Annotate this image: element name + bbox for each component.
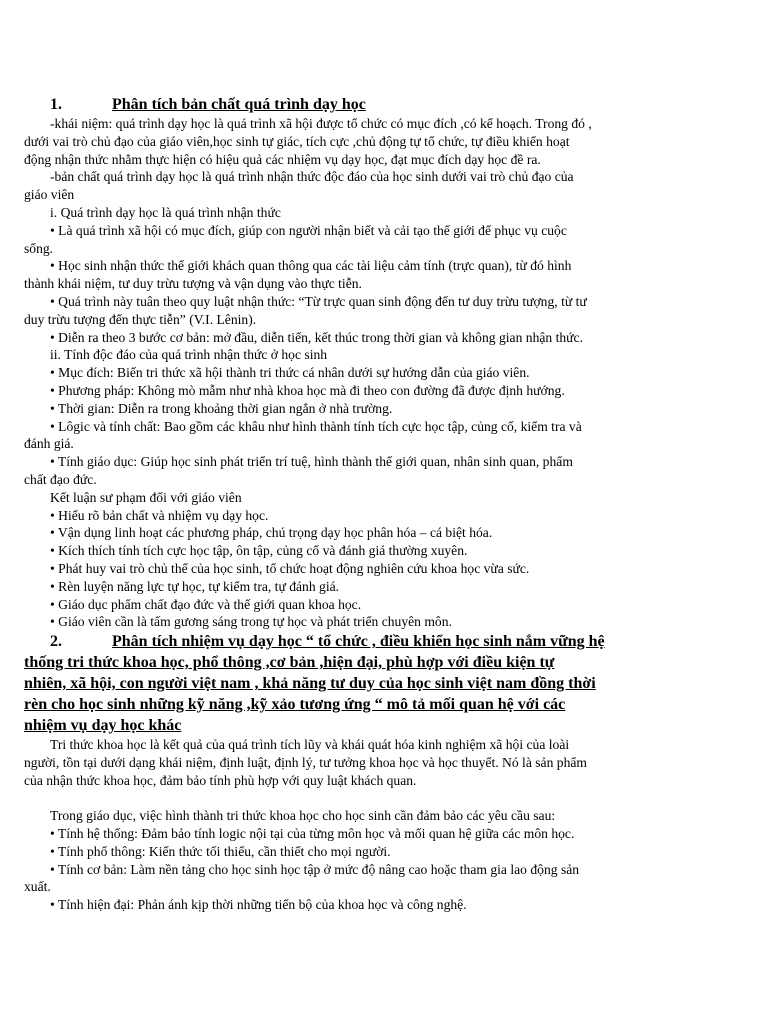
text-line: người, tồn tại dưới dạng khái niệm, định luật, định lý, tư tưởng khoa học và học thuyết. Nó là sản phẩm (24, 754, 587, 770)
text-line: • Tính phổ thông: Kiến thức tối thiểu, cần thiết cho mọi người. (50, 843, 391, 859)
text-line: của nhận thức khoa học, đảm bảo tính phù hợp với quy luật khách quan. (24, 772, 417, 788)
text-line: • Là quá trình xã hội có mục đích, giúp con người nhận biết và cải tạo thế giới để phục vụ cuộc (50, 222, 567, 238)
text-line: ii. Tính độc đáo của quá trình nhận thức ở học sinh (50, 347, 328, 363)
text-line: • Giáo dục phẩm chất đạo đức và thế giới quan khoa học. (50, 596, 362, 612)
section-2-title-line: rèn cho học sinh những kỹ năng ,kỹ xảo tương ứng “ mô tả mối quan hệ với các (24, 696, 566, 714)
text-line: i. Quá trình dạy học là quá trình nhận thức (50, 204, 281, 220)
text-line: động nhận thức nhằm thực hiện có hiệu quả các nhiệm vụ dạy học, đạt mục đích dạy học đề ra. (24, 151, 541, 167)
text-line: • Quá trình này tuân theo quy luật nhận thức: “Từ trực quan sinh động đến tư duy trừu tượng, từ tư (50, 293, 587, 309)
text-line: đánh giá. (24, 436, 74, 452)
text-line: • Phát huy vai trò chủ thể của học sinh, tổ chức hoạt động nghiên cứu khoa học vừa sức. (50, 560, 530, 576)
text-line: Tri thức khoa học là kết quả của quá trình tích lũy và khái quát hóa kinh nghiệm xã hội của loài (50, 737, 570, 753)
text-line: duy trừu tượng đến thực tiễn” (V.I. Lênin). (24, 311, 257, 327)
section-2-title-line: nhiên, xã hội, con người việt nam , khả năng tư duy của học sinh việt nam đồng thời (24, 675, 596, 693)
text-line: • Rèn luyện năng lực tự học, tự kiểm tra, tự đánh giá. (50, 578, 340, 594)
section-2-heading (24, 631, 678, 736)
section-1-heading (24, 95, 678, 115)
text-line: • Giáo viên cần là tấm gương sáng trong tự học và phát triển chuyên môn. (50, 614, 452, 630)
text-line: • Tính cơ bản: Làm nền tảng cho học sinh học tập ở mức độ nâng cao hoặc tham gia lao động sản (50, 861, 580, 877)
text-line: -khái niệm: quá trình dạy học là quá trình xã hội được tổ chức có mục đích ,có kế hoạch. Trong đó , (50, 116, 592, 131)
text-line: • Tính hiện đại: Phản ánh kịp thời những tiến bộ của khoa học và công nghệ. (50, 897, 467, 913)
text-line: Trong giáo dục, việc hình thành tri thức khoa học cho học sinh cần đảm bảo các yêu cầu sau: (50, 808, 556, 824)
section-2-paragraph-1 (24, 736, 678, 789)
section-2-paragraph-2 (24, 807, 678, 914)
section-1-body (24, 115, 678, 631)
section-1-number: 1. (50, 96, 62, 113)
text-line: xuất. (24, 879, 51, 895)
text-line: • Mục đích: Biến tri thức xã hội thành tri thức cá nhân dưới sự hướng dẫn của giáo viên. (50, 365, 530, 381)
text-line: • Vận dụng linh hoạt các phương pháp, chú trọng dạy học phân hóa – cá biệt hóa. (50, 525, 493, 541)
section-1-title: Phân tích bản chất quá trình dạy học (112, 96, 366, 113)
text-line: • Tính giáo dục: Giúp học sinh phát triển trí tuệ, hình thành thế giới quan, nhân sinh quan, phẩm (50, 454, 573, 470)
text-line: • Phương pháp: Không mò mẫm như nhà khoa học mà đi theo con đường đã được định hướng. (50, 382, 565, 398)
text-line: • Diễn ra theo 3 bước cơ bản: mở đầu, diễn tiến, kết thúc trong thời gian và không gian nhận thức. (50, 329, 583, 345)
text-line: -bản chất quá trình dạy học là quá trình nhận thức độc đáo của học sinh dưới vai trò chủ đạo của (50, 169, 574, 185)
text-line: • Học sinh nhận thức thế giới khách quan thông qua các tài liệu cảm tính (trực quan), từ đó hình (50, 258, 572, 274)
text-line: thành khái niệm, tư duy trừu tượng và vận dụng vào thực tiễn. (24, 276, 362, 292)
section-2-number: 2. (50, 633, 62, 651)
text-line: • Lôgic và tính chất: Bao gồm các khâu như hình thành tính tích cực học tập, củng cố, kiểm tra và (50, 418, 582, 434)
section-2-title-line: 2. Phân tích nhiệm vụ dạy học “ tổ chức , điều khiển học sinh nắm vững hệ (50, 633, 605, 651)
text-line: • Tính hệ thống: Đảm bảo tính logic nội tại của từng môn học và mối quan hệ giữa các môn học. (50, 826, 575, 842)
text-line: giáo viên (24, 187, 75, 203)
text-line: • Hiểu rõ bản chất và nhiệm vụ dạy học. (50, 507, 269, 523)
text-line: sống. (24, 240, 54, 256)
paragraph-gap (24, 790, 678, 808)
text-line: chất đạo đức. (24, 471, 97, 487)
text-line: dưới vai trò chủ đạo của giáo viên,học sinh tự giác, tích cực ,chủ động tự tổ chức, tự điều khiển hoạt (24, 133, 570, 149)
section-2-title-line: nhiệm vụ dạy học khác (24, 717, 182, 735)
text-line: • Thời gian: Diễn ra trong khoảng thời gian ngắn ở nhà trường. (50, 400, 393, 416)
text-line: • Kích thích tính tích cực học tập, ôn tập, củng cố và đánh giá thường xuyên. (50, 543, 468, 559)
section-2-title-line: thống tri thức khoa học, phổ thông ,cơ bản ,hiện đại, phù hợp với điều kiện tự (24, 654, 555, 672)
text-line: Kết luận sư phạm đối với giáo viên (50, 489, 242, 505)
